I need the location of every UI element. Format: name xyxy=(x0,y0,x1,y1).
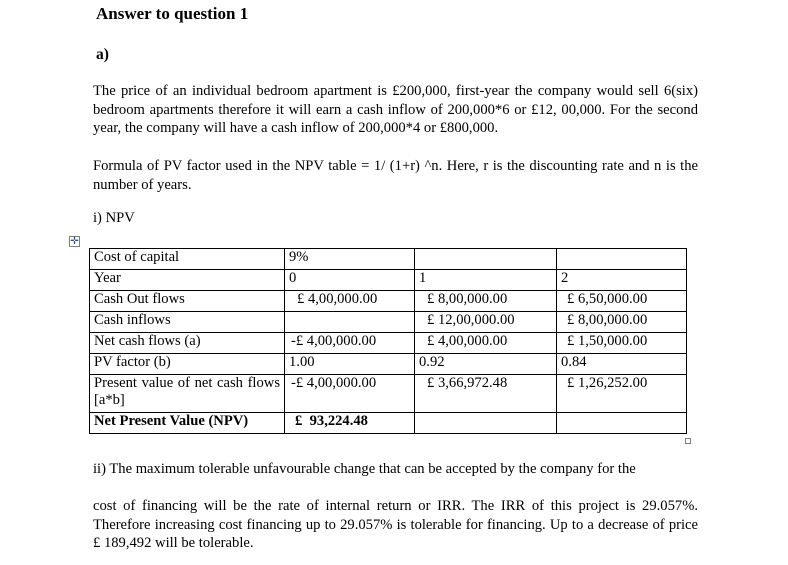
table-resize-handle[interactable] xyxy=(685,438,691,444)
cell-year2: 0.84 xyxy=(557,354,687,375)
row-label-pv-factor: PV factor (b) xyxy=(90,354,285,375)
cell-year2: £ 1,26,252.00 xyxy=(557,375,687,413)
npv-table xyxy=(89,248,687,434)
cell-year1 xyxy=(415,413,557,434)
cell-year2: £ 8,00,000.00 xyxy=(557,312,687,333)
cell-year0: £ 4,00,000.00 xyxy=(285,291,415,312)
cell-npv-value: £ 93,224.48 xyxy=(285,413,415,434)
cell-year1 xyxy=(415,249,557,270)
cell-year2: £ 1,50,000.00 xyxy=(557,333,687,354)
row-label-cash-out-flows: Cash Out flows xyxy=(90,291,285,312)
row-label-cash-inflows: Cash inflows xyxy=(90,312,285,333)
cell-year2: £ 6,50,000.00 xyxy=(557,291,687,312)
table-row xyxy=(90,354,687,375)
row-label-cost-of-capital: Cost of capital xyxy=(90,249,285,270)
table-row xyxy=(90,270,687,291)
row-label-net-cash-flows: Net cash flows (a) xyxy=(90,333,285,354)
table-row xyxy=(90,249,687,270)
cell-year0: -£ 4,00,000.00 xyxy=(285,333,415,354)
table-row xyxy=(90,312,687,333)
table-row xyxy=(90,413,687,434)
table-row xyxy=(90,291,687,312)
cell-year0: 0 xyxy=(285,270,415,291)
cell-year2 xyxy=(557,249,687,270)
row-label-npv: Net Present Value (NPV) xyxy=(90,413,285,434)
table-row xyxy=(90,375,687,413)
cell-year2 xyxy=(557,413,687,434)
cell-year1: 1 xyxy=(415,270,557,291)
cell-year2: 2 xyxy=(557,270,687,291)
cell-year0: -£ 4,00,000.00 xyxy=(285,375,415,413)
cell-year1: £ 4,00,000.00 xyxy=(415,333,557,354)
cell-year0: 1.00 xyxy=(285,354,415,375)
paragraph-tolerable-change: ii) The maximum tolerable unfavourable change that can be accepted by the company for the xyxy=(93,461,636,477)
answer-heading: Answer to question 1 xyxy=(96,4,249,23)
row-label-present-value: Present value of net cash flows [a*b] xyxy=(90,375,285,413)
row-label-year: Year xyxy=(90,270,285,291)
paragraph-cash-inflow: The price of an individual bedroom apartment is £200,000, first-year the company would sell 6(six) bedroom apartments therefore it will earn a cash inflow of 200,000*6 or £12, 00,000. For the second year, the company will have a cash inflow of 200,000*4 or £800,000. xyxy=(93,83,698,136)
table-row xyxy=(90,333,687,354)
table-move-handle-icon[interactable]: ✛ xyxy=(70,235,79,247)
paragraph-pv-formula: Formula of PV factor used in the NPV table = 1/ (1+r) ^n. Here, r is the discounting rate and n is the number of years. xyxy=(93,158,698,193)
cell-year0: 9% xyxy=(285,249,415,270)
npv-label: i) NPV xyxy=(93,210,135,226)
cell-year0 xyxy=(285,312,415,333)
cell-year1: 0.92 xyxy=(415,354,557,375)
cell-year1: £ 3,66,972.48 xyxy=(415,375,557,413)
cell-year1: £ 12,00,000.00 xyxy=(415,312,557,333)
paragraph-irr: cost of financing will be the rate of internal return or IRR. The IRR of this project is 29.057%. Therefore increasing cost financing up to 29.057% is tolerable for financing. Up to a decrease of price £ 189,492 will be tolerable. xyxy=(93,498,698,551)
part-a-label: a) xyxy=(96,46,109,63)
cell-year1: £ 8,00,000.00 xyxy=(415,291,557,312)
